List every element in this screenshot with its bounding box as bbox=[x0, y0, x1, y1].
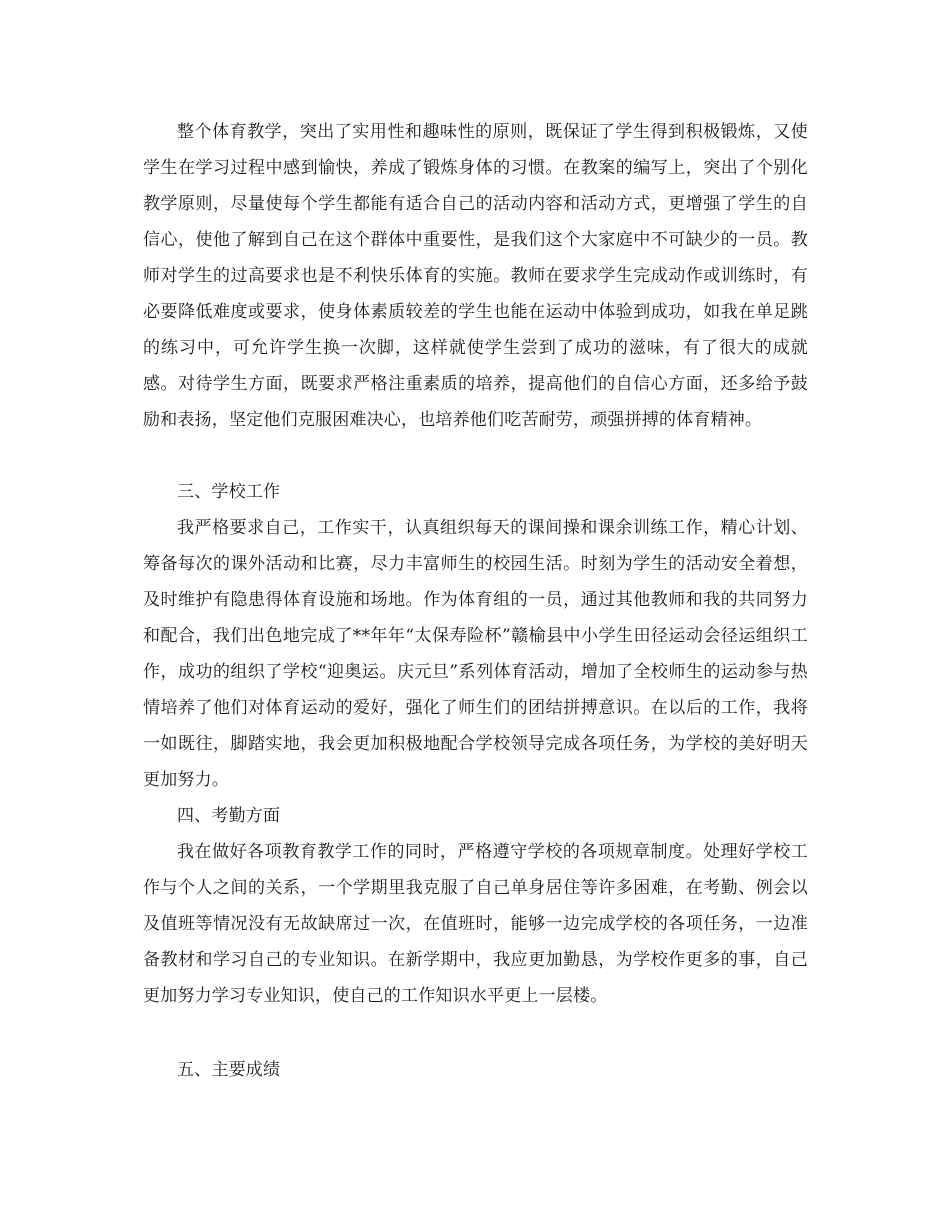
paragraph-attendance bbox=[143, 834, 808, 1014]
paragraph-teaching bbox=[143, 114, 808, 438]
section-heading-school-work bbox=[143, 474, 808, 510]
heading-text: 五、主要成绩 bbox=[177, 1060, 281, 1080]
paragraph-text: 整个体育教学，突出了实用性和趣味性的原则，既保证了学生得到积极锻炼，又使学生在学习过程中感到愉快，养成了锻炼身体的习惯。在教案的编写上，突出了个别化教学原则，尽量使每个学生都能有适合自己的活动内容和活动方式，更增强了学生的自信心，使他了解到自己在这个群体中重要性，是我们这个大家庭中不可缺少的一员。教师对学生的过高要求也是不利快乐体育的实施。教师在要求学生完成动作或训练时，有必要降低难度或要求，使身体素质较差的学生也能在运动中体验到成功，如我在单足跳的练习中，可允许学生换一次脚，这样就使学生尝到了成功的滋味，有了很大的成就感。对待学生方面，既要求严格注重素质的培养，提高他们的自信心方面，还多给予鼓励和表扬，坚定他们克服困难决心，也培养他们吃苦耐劳，顽强拼搏的体育精神。 bbox=[143, 122, 808, 430]
paragraph-text: 我严格要求自己，工作实干，认真组织每天的课间操和课余训练工作，精心计划、筹备每次的课外活动和比赛，尽力丰富师生的校园生活。时刻为学生的活动安全着想，及时维护有隐患得体育设施和场地。作为体育组的一员，通过其他教师和我的共同努力和配合，我们出色地完成了**年年“太保寿险杯”赣榆县中小学生田径运动会径运组织工作，成功的组织了学校“迎奥运。庆元旦”系列体育活动，增加了全校师生的运动参与热情培养了他们对体育运动的爱好，强化了师生们的团结拼搏意识。在以后的工作，我将一如既往，脚踏实地，我会更加积极地配合学校领导完成各项任务，为学校的美好明天更加努力。 bbox=[143, 518, 808, 790]
heading-text: 三、学校工作 bbox=[177, 482, 281, 502]
section-heading-attendance bbox=[143, 798, 808, 834]
heading-text: 四、考勤方面 bbox=[177, 806, 281, 826]
paragraph-text: 我在做好各项教育教学工作的同时，严格遵守学校的各项规章制度。处理好学校工作与个人之间的关系，一个学期里我克服了自己单身居住等许多困难，在考勤、例会以及值班等情况没有无故缺席过一次，在值班时，能够一边完成学校的各项任务，一边准备教材和学习自己的专业知识。在新学期中，我应更加勤恳，为学校作更多的事，自己更加努力学习专业知识，使自己的工作知识水平更上一层楼。 bbox=[143, 842, 808, 1006]
section-heading-achievements bbox=[143, 1052, 808, 1088]
paragraph-school-work bbox=[143, 510, 808, 798]
